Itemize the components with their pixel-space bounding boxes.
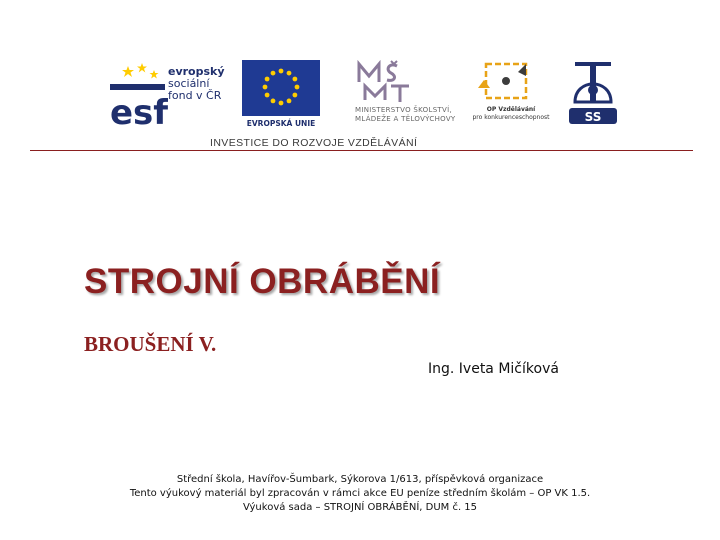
op-logo	[466, 58, 556, 128]
esf-mark-icon	[108, 58, 168, 128]
msmt-line1: MINISTERSTVO ŠKOLSTVÍ,	[355, 106, 452, 114]
footer-line1: Střední škola, Havířov-Šumbark, Sýkorova 1/613, příspěvková organizace	[176, 474, 544, 485]
logo-strip	[0, 0, 720, 160]
op-line1: OP Vzdělávání	[486, 106, 536, 113]
school-logo	[565, 58, 621, 128]
footer-line2: Tento výukový materiál byl zpracován v rámci akce EU peníze středním školám – OP VK 1.5.	[129, 488, 591, 499]
esf-line3: fond v ČR	[168, 89, 222, 102]
eu-logo	[242, 60, 320, 128]
esf-line1: evropský	[168, 65, 225, 78]
footer-line3: Výuková sada – STROJNÍ OBRÁBĚNÍ, DUM č. 15	[242, 502, 478, 513]
tagline: INVESTICE DO ROZVOJE VZDĚLÁVÁNÍ	[210, 137, 418, 149]
msmt-line2: MLÁDEŽE A TĚLOVÝCHOVY	[355, 115, 456, 123]
esf-logo	[108, 58, 240, 128]
msmt-text	[355, 106, 465, 124]
slide-title: STROJNÍ OBRÁBĚNÍ	[84, 262, 441, 301]
op-line2: pro konkurenceschopnost	[472, 114, 550, 121]
esf-text	[168, 66, 225, 102]
svg-text:SS: SS	[584, 110, 602, 124]
op-text	[466, 106, 556, 122]
eu-caption: EVROPSKÁ UNIE	[246, 119, 316, 128]
eu-flag-icon	[242, 60, 320, 116]
school-emblem-icon	[565, 58, 621, 128]
svg-text:esf: esf	[110, 93, 168, 128]
msmt-mark-icon	[355, 60, 425, 104]
header-divider	[30, 150, 693, 151]
esf-line2: sociální	[168, 77, 210, 90]
author-name: Ing. Iveta Mičíková	[428, 361, 559, 377]
op-mark-icon	[466, 58, 556, 104]
footer	[0, 473, 720, 515]
msmt-logo	[355, 60, 465, 128]
slide-subtitle: BROUŠENÍ V.	[84, 332, 217, 356]
